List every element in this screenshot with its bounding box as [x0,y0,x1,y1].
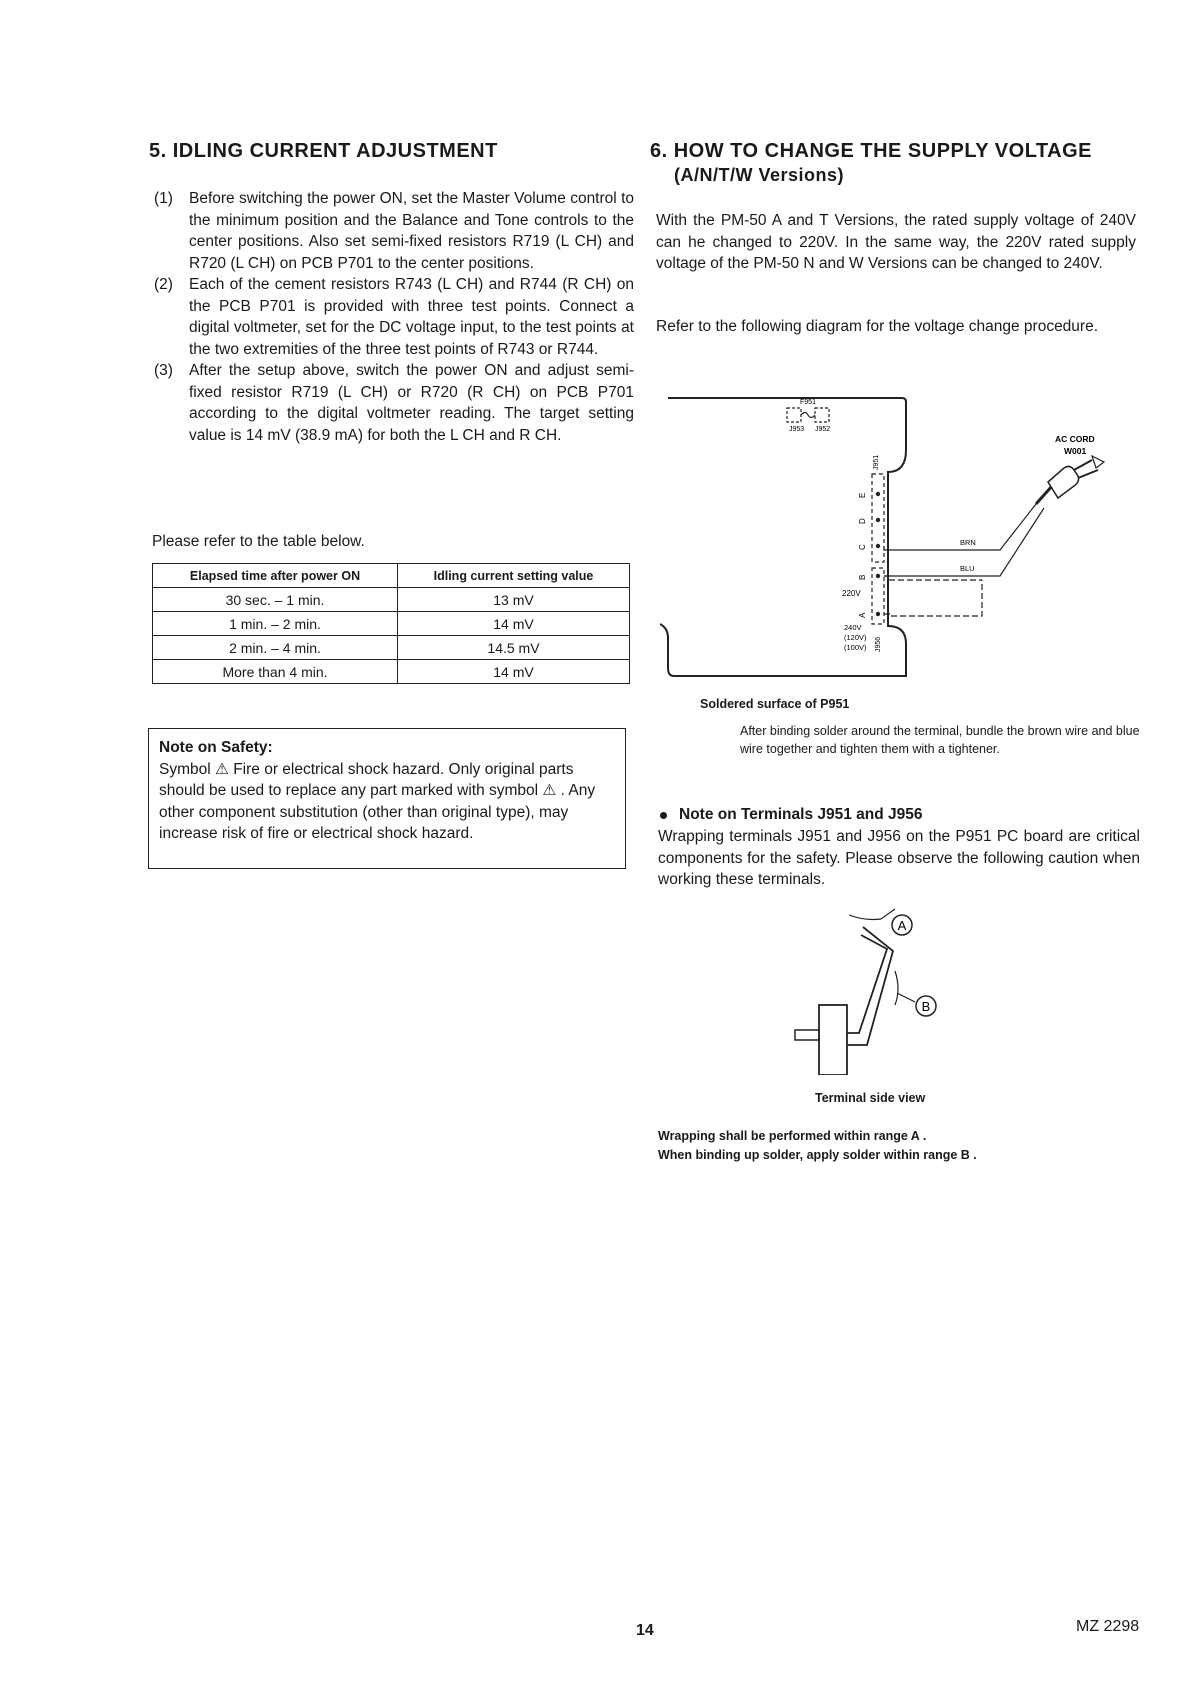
table-row [153,612,630,636]
section5-title: 5. IDLING CURRENT ADJUSTMENT [149,140,498,162]
step-item [154,360,634,446]
board-outline [660,398,906,676]
v220-label: 220V [842,589,861,598]
alternate-wire-path [884,580,982,616]
step-text: Each of the cement resistors R743 (L CH) and R744 (R CH) on the PCB P701 is provided with three test points. Connect a digital voltmeter, set for the DC voltage input, to the test points at the two extremities of the three test points of R743 or R744. [189,276,634,358]
diagram-reference-paragraph: Refer to the following diagram for the voltage change procedure. [656,318,1099,335]
j953-terminal [787,408,801,422]
ac-plug-icon [1036,456,1104,504]
terminals-heading: Note on Terminals J951 and J956 [679,806,923,823]
range-b-marker [895,971,898,1005]
j953-label: J953 [789,426,805,433]
terminal-side-view-caption: Terminal side view [815,1091,926,1105]
table-cell-setting: 14 mV [398,612,630,636]
table-cell-elapsed: 2 min. – 4 min. [153,636,398,660]
table-cell-elapsed: More than 4 min. [153,660,398,684]
j952-label: J952 [815,426,831,433]
terminal-d-label: D [858,518,867,524]
terminal-b-dot [876,574,880,578]
brn-label: BRN [960,538,976,547]
terminal-base [819,1005,847,1075]
w001-label: W001 [1064,446,1087,456]
table-header-elapsed: Elapsed time after power ON [153,564,398,588]
v120-label: (120V) [844,633,867,642]
section6-title: 6. HOW TO CHANGE THE SUPPLY VOLTAGE [650,140,1093,162]
bullet-icon [660,812,667,819]
label-a-text: A [897,918,907,933]
safety-note-heading: Note on Safety: [159,739,273,756]
terminal-lug-back [847,927,893,1045]
idling-current-table [152,563,630,684]
step-text: Before switching the power ON, set the Master Volume control to the minimum position and the Balance and Tone controls to the center positions. Also set semi-fixed resistors R719 (L CH) and R720 (L CH) on PCB P701 to the center positions. [189,190,634,272]
terminal-a-label: A [858,612,867,618]
ac-cord-label: AC CORD [1055,434,1095,444]
terminal-c-dot [876,544,880,548]
step-text: After the setup above, switch the power ON and adjust semi-fixed resistor R719 (L CH) or R720 (R CH) on PCB P701 according to the digital voltmeter reading. The target setting value is 14 mV (38.9 mA) for both the L CH and R CH. [189,362,634,444]
step-number: (2) [154,276,173,293]
table-row [153,660,630,684]
step-number: (1) [154,190,173,207]
table-header-row [153,564,630,588]
adjustment-steps [154,188,634,446]
label-b-text: B [921,999,931,1014]
section6-subtitle: (A/N/T/W Versions) [674,165,845,185]
step-number: (3) [154,362,173,379]
j956-label: J956 [875,636,882,652]
v240-label: 240V [844,623,862,632]
f951-label: F951 [800,399,816,406]
terminal-c-label: C [858,544,867,550]
document-code: MZ 2298 [1076,1618,1140,1635]
blu-label: BLU [960,564,975,573]
table-intro: Please refer to the table below. [152,533,365,550]
terminal-d-dot [876,518,880,522]
terminals-paragraph: Wrapping terminals J951 and J956 on the P951 PC board are critical components for the safety. Please observe the following caution when working these terminals. [658,828,1140,888]
table-row [153,588,630,612]
p951-wiring-diagram [660,390,1130,680]
table-header-setting: Idling current setting value [398,564,630,588]
step-item [154,274,634,360]
range-a-marker [849,915,881,920]
table-cell-elapsed: 1 min. – 2 min. [153,612,398,636]
terminals-heading-row [660,806,923,824]
table-cell-elapsed: 30 sec. – 1 min. [153,588,398,612]
terminal-b-label: B [858,574,867,580]
j951-label: J951 [873,454,880,470]
terminal-side-view-diagram [785,905,985,1075]
table-cell-setting: 14 mV [398,660,630,684]
safety-note-text: Symbol ⚠ Fire or electrical shock hazard. Only original parts should be used to replace any part marked with symbol ⚠ . Any other component substitution (other than original type), may increase risk of fire or electrical shock hazard. [159,760,596,842]
safety-note-box [148,728,626,869]
diagram-note: After binding solder around the terminal, bundle the brown wire and blue wire together and tighten them with a tightener. [740,724,1140,756]
terminal-e-dot [876,492,880,496]
range-a-leader [881,909,895,919]
solder-rule: When binding up solder, apply solder within range B . [658,1148,977,1162]
wrapping-rule: Wrapping shall be performed within range A . [658,1129,927,1143]
table-cell-setting: 14.5 mV [398,636,630,660]
v100-label: (100V) [844,643,867,652]
table-cell-setting: 13 mV [398,588,630,612]
fuse-icon [801,413,815,418]
diagram-caption: Soldered surface of P951 [700,697,850,711]
terminal-a-dot [876,612,880,616]
page-number: 14 [636,1622,654,1639]
table-row [153,636,630,660]
range-b-leader [897,993,915,1002]
terminal-pin [795,1030,819,1040]
terminal-lug-front [847,935,887,1033]
voltage-intro-paragraph: With the PM-50 A and T Versions, the rated supply voltage of 240V can he changed to 220V. In the same way, the 220V rated supply voltage of the PM-50 N and W Versions can be changed to 240V. [656,212,1136,272]
terminal-e-label: E [858,492,867,498]
j952-terminal [815,408,829,422]
step-item [154,188,634,274]
